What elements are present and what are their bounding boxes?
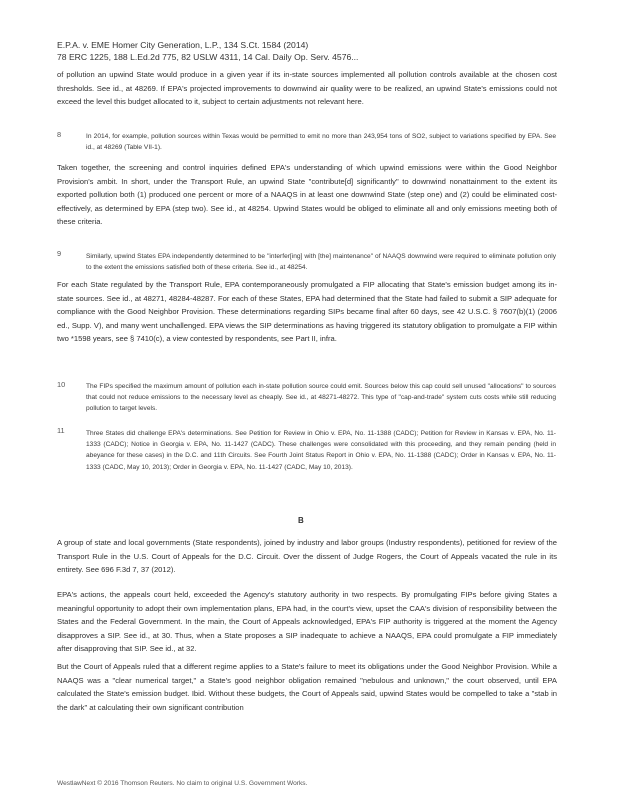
paragraph-budget: of pollution an upwind State would produce in a given year if its in-state sources implemented all pollution controls available at the chosen cost thresholds. See id., at 48269. If EPA's projected improvements to downwind air quality were to be realized, an upwind State's emissions could not exceed the level this budget allocated to it, subject to certain adjustments not relevant here.	[57, 70, 557, 107]
footnote-11: Three States did challenge EPA's determinations. See Petition for Review in Ohio v. EPA, No. 11-1388 (CADC); Petition for Review in Kansas v. EPA, No. 11-1333 (CADC); Notice in Georgia v. EPA, No. 11-1427 (CADC). These challenges were consolidated with this proceeding, and they remain pending (held in abeyance for these cases) in the D.C. and 11th Circuits. See Fourth Joint Status Report in Ohio v. EPA, No. 11-1388 (CADC); Order in Kansas v. EPA, No. 11-1333 (CADC, May 10, 2013); Order in Georgia v. EPA, No. 11-1427 (CADC, May 10, 2013).	[86, 430, 556, 471]
paragraph-a-group: A group of state and local governments (State respondents), joined by industry and labor groups (Industry respondents), petitioned for review of the Transport Rule in the U.S. Court of Appeals for the D.C. Circuit. Over the dissent of Judge Rogers, the Court of Appeals vacated the rule in its entirety. See 696 F.3d 7, 37 (2012).	[57, 538, 557, 575]
footnote-9-number: 9	[57, 249, 62, 258]
footnote-8: In 2014, for example, pollution sources within Texas would be permitted to emit no more than 243,954 tons of SO2, subject to variations specified by EPA. See id., at 48269 (Table VII-1).	[86, 133, 556, 152]
citation-header	[57, 39, 358, 63]
paragraph-for-each-state: For each State regulated by the Transport Rule, EPA contemporaneously promulgated a FIP allocating that State's emission budget among its in-state sources. See id., at 48271, 48284-48287. For each of these States, EPA had determined that the State had failed to submit a SIP adequate for compliance with the Good Neighbor Provision. These determinations regarding SIPs became final after 60 days, see 42 U.S.C. § 7607(b)(1) (2006 ed., Supp. V), and many went unchallenged. EPA views the SIP determinations as having triggered its statutory obligation to promulgate a FIP within two *1598 years, see § 7410(c), a view contested by respondents, see Part II, infra.	[57, 280, 557, 344]
footnote-9: Similarly, upwind States EPA independently determined to be "interfer[ing] with [the] maintenance" of NAAQS downwind were required to eliminate pollution only to the extent the emissions satisfied both of these criteria. See id., at 48254.	[86, 253, 556, 272]
section-heading: B	[298, 516, 304, 525]
footnote-10-number: 10	[57, 380, 66, 389]
paragraph-epa-actions: EPA's actions, the appeals court held, exceeded the Agency's statutory authority in two respects. By promulgating FIPs before giving States a meaningful opportunity to adopt their own implementation plans, EPA had, in the court's view, upset the CAA's division of responsibility between the States and the Federal Government. In the main, the Court of Appeals acknowledged, EPA's FIP authority is triggered at the moment the Agency disapproves a SIP. See id., at 30. Thus, when a State proposes a SIP inadequate to achieve a NAAQS, EPA could promulgate a FIP immediately after disapproving that SIP. See id., at 32.	[57, 590, 557, 654]
citation-line-2: 78 ERC 1225, 188 L.Ed.2d 775, 82 USLW 4311, 14 Cal. Daily Op. Serv. 4576...	[57, 52, 359, 62]
footnote-11-number: 11	[57, 426, 65, 435]
paragraph-taken-together: Taken together, the screening and control inquiries defined EPA's understanding of which upwind emissions were within the Good Neighbor Provision's ambit. In short, under the Transport Rule, an upwind State "contribute[d] significantly" to downwind nonattainment to the extent its exported pollution both (1) produced one percent or more of a NAAQS in at least one downwind State (step one) and (2) could be eliminated cost-effectively, as determined by EPA (step two). See id., at 48254. Upwind States would be obliged to eliminate all and only emissions meeting both of these criteria.	[57, 163, 557, 227]
citation-line-1: E.P.A. v. EME Homer City Generation, L.P., 134 S.Ct. 1584 (2014)	[57, 40, 309, 50]
footnote-8-number: 8	[57, 130, 62, 139]
paragraph-but-the-court: But the Court of Appeals ruled that a different regime applies to a State's failure to meet its obligations under the Good Neighbor Provision. While a NAAQS was a "clear numerical target," a State's good neighbor obligation remained "nebulous and unknown," the court observed, until EPA calculated the State's emission budget. Ibid. Without these budgets, the Court of Appeals said, upwind States would be compelled to take a "stab in the dark" at calculating their own significant contribution	[57, 662, 557, 712]
footnote-10: The FIPs specified the maximum amount of pollution each in-state pollution source could emit. Sources below this cap could sell unused "allocations" to sources that could not reduce emissions to the necessary level as cheaply. See id., at 48271-48272. This type of "cap-and-trade" system cuts costs while still reducing pollution to target levels.	[86, 383, 556, 413]
page-footer: WestlawNext © 2016 Thomson Reuters. No claim to original U.S. Government Works.	[57, 780, 308, 787]
